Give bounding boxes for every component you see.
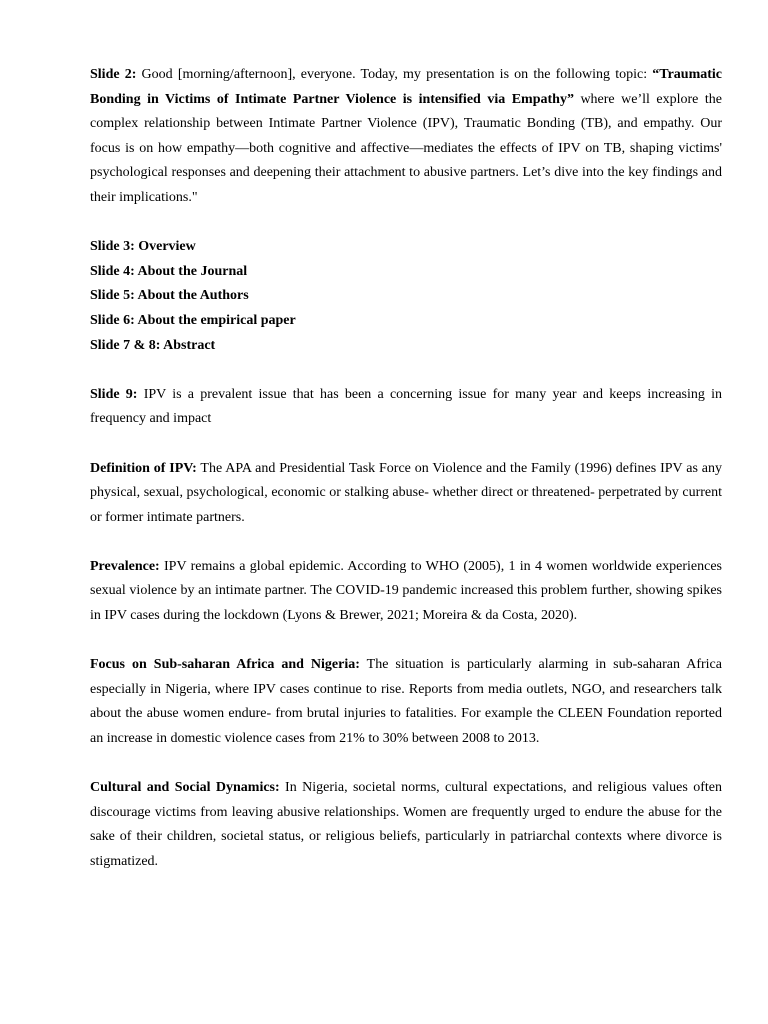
focus-label: Focus on Sub-saharan Africa and Nigeria:	[90, 657, 360, 673]
spacer	[90, 211, 722, 236]
spacer	[90, 629, 722, 654]
spacer	[90, 752, 722, 777]
slide2-intro: Good [morning/afternoon], everyone. Today, my presentation is on the following topic:	[136, 67, 653, 82]
slide-list-item: Slide 3: Overview	[90, 239, 196, 255]
slide-list-item: Slide 5: About the Authors	[90, 288, 249, 304]
slide2-paragraph	[90, 63, 722, 211]
prevalence-label: Prevalence:	[90, 558, 160, 574]
definition-paragraph	[90, 457, 722, 531]
spacer	[90, 432, 722, 457]
slide2-rest: where we’ll explore the complex relationship between Intimate Partner Violence (IPV), Traumatic Bonding (TB), and empathy. Our focus is on how empathy—both cognitive and affective—mediates the effects of IPV on TB, shaping victims' psychological responses and deepening their attachment to abusive partners. Let’s dive into the key findings and their implications."	[90, 91, 722, 205]
slide-list-item: Slide 7 & 8: Abstract	[90, 337, 216, 353]
focus-text: The situation is particularly alarming in sub-saharan Africa especially in Nigeria, where IPV cases continue to rise. Reports from media outlets, NGO, and researchers talk about the abuse women endure- from brutal injuries to fatalities. For example the CLEEN Foundation reported an increase in domestic violence cases from 21% to 30% between 2008 to 2013.	[90, 657, 722, 747]
slide2-label: Slide 2:	[90, 67, 137, 82]
slide9-text: IPV is a prevalent issue that has been a concerning issue for many year and keeps increasing in frequency and impact	[90, 386, 722, 427]
prevalence-paragraph	[90, 555, 722, 629]
spacer	[90, 358, 722, 383]
slide-list-item: Slide 4: About the Journal	[90, 263, 248, 279]
cultural-label: Cultural and Social Dynamics:	[90, 780, 280, 796]
slide9-paragraph	[90, 383, 722, 432]
slide-list-item: Slide 6: About the empirical paper	[90, 312, 296, 328]
cultural-paragraph	[90, 776, 722, 874]
cultural-text: In Nigeria, societal norms, cultural expectations, and religious values often discourage victims from leaving abusive relationships. Women are frequently urged to endure the abuse for the sake of their children, societal status, or religious beliefs, particularly in patriarchal contexts where divorce is stigmatized.	[90, 780, 722, 869]
slide-list	[90, 235, 722, 358]
slide9-label: Slide 9:	[90, 386, 138, 402]
definition-text: The APA and Presidential Task Force on Violence and the Family (1996) defines IPV as any physical, sexual, psychological, economic or stalking abuse- whether direct or threatened- perpetrated by current or former intimate partners.	[90, 460, 722, 525]
spacer	[90, 530, 722, 555]
document-body	[90, 63, 722, 875]
prevalence-text: IPV remains a global epidemic. According to WHO (2005), 1 in 4 women worldwide experiences sexual violence by an intimate partner. The COVID-19 pandemic increased this problem further, showing spikes in IPV cases during the lockdown (Lyons & Brewer, 2021; Moreira & da Costa, 2020).	[90, 558, 722, 624]
definition-label: Definition of IPV:	[90, 460, 197, 476]
focus-paragraph	[90, 653, 722, 751]
slide2-topic: “Traumatic Bonding in Victims of Intimate Partner Violence is intensified via Empathy”	[90, 67, 722, 107]
